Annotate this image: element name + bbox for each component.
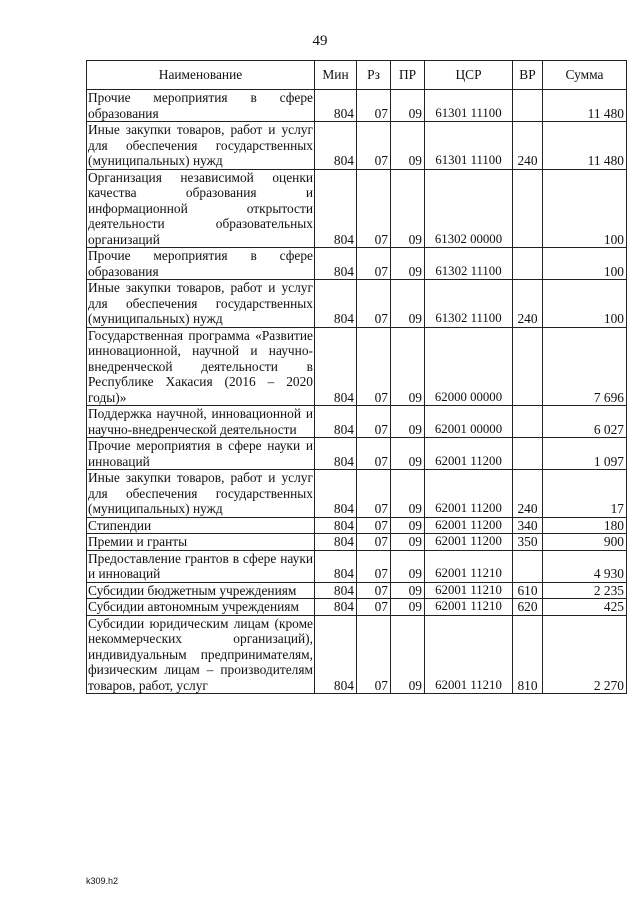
table-row [87,122,627,170]
table-row [87,615,627,694]
cell-sum: 1 097 [543,438,627,470]
cell-rz: 07 [357,582,391,599]
cell-pr: 09 [391,327,425,406]
cell-name: Субсидии автономным учреждениям [87,599,315,616]
cell-min: 804 [315,582,357,599]
cell-sum: 100 [543,280,627,328]
cell-sum: 4 930 [543,550,627,582]
cell-sum: 2 270 [543,615,627,694]
cell-pr: 09 [391,438,425,470]
cell-csr: 61302 11100 [425,280,513,328]
cell-rz: 07 [357,517,391,534]
cell-min: 804 [315,327,357,406]
cell-name: Иные закупки товаров, работ и услуг для обеспечения государственных (муниципальных) нужд [88,122,313,168]
cell-min: 804 [315,280,357,328]
table-header-row [87,61,627,90]
cell-csr: 61301 11100 [425,90,513,122]
cell-csr: 62001 11200 [425,534,513,551]
cell-pr: 09 [391,470,425,518]
table-row [87,169,627,248]
cell-csr: 62001 11210 [425,599,513,616]
cell-sum: 2 235 [543,582,627,599]
table-row [87,550,627,582]
cell-rz: 07 [357,615,391,694]
header-min: Мин [315,61,357,90]
cell-csr: 61302 11100 [425,248,513,280]
cell-min: 804 [315,470,357,518]
cell-pr: 09 [391,90,425,122]
cell-sum: 900 [543,534,627,551]
cell-rz: 07 [357,122,391,170]
cell-pr: 09 [391,550,425,582]
cell-name: Прочие мероприятия в сфере науки и инноваций [88,438,313,469]
cell-min: 804 [315,122,357,170]
cell-min: 804 [315,615,357,694]
cell-name: Поддержка научной, инновационной и научно-внедренческой деятельности [88,406,313,437]
cell-pr: 09 [391,122,425,170]
cell-rz: 07 [357,534,391,551]
cell-vr [513,90,543,122]
cell-rz: 07 [357,438,391,470]
cell-csr: 61302 00000 [425,169,513,248]
cell-min: 804 [315,248,357,280]
table-row [87,438,627,470]
cell-sum: 100 [543,169,627,248]
cell-name: Предоставление грантов в сфере науки и инноваций [88,550,313,581]
table-row [87,90,627,122]
cell-name: Субсидии бюджетным учреждениям [87,582,315,599]
cell-sum: 11 480 [543,90,627,122]
cell-rz: 07 [357,406,391,438]
footer-code: k309.h2 [86,876,119,886]
table-row [87,327,627,406]
cell-vr: 240 [513,122,543,170]
cell-sum: 11 480 [543,122,627,170]
cell-min: 804 [315,438,357,470]
cell-sum: 6 027 [543,406,627,438]
table-body [87,90,627,694]
cell-vr: 350 [513,534,543,551]
cell-min: 804 [315,534,357,551]
cell-csr: 62001 11200 [425,517,513,534]
cell-name: Иные закупки товаров, работ и услуг для обеспечения государственных (муниципальных) нужд [88,470,313,516]
table-row [87,248,627,280]
cell-rz: 07 [357,550,391,582]
cell-csr: 62001 11200 [425,470,513,518]
cell-rz: 07 [357,280,391,328]
cell-pr: 09 [391,534,425,551]
cell-sum: 425 [543,599,627,616]
cell-name: Прочие мероприятия в сфере образования [88,248,313,279]
cell-sum: 180 [543,517,627,534]
cell-name: Государственная программа «Развитие инновационной, научной и научно-внедренческой деятельности в Республике Хакасия (2016 – 2020 годы)» [88,327,313,405]
cell-vr: 810 [513,615,543,694]
cell-vr: 240 [513,470,543,518]
cell-name: Стипендии [87,517,315,534]
header-pr: ПР [391,61,425,90]
cell-rz: 07 [357,599,391,616]
cell-sum: 100 [543,248,627,280]
cell-csr: 62001 11210 [425,615,513,694]
cell-csr: 62001 11200 [425,438,513,470]
cell-min: 804 [315,169,357,248]
table-row [87,280,627,328]
cell-pr: 09 [391,599,425,616]
cell-pr: 09 [391,615,425,694]
cell-vr [513,248,543,280]
cell-vr [513,169,543,248]
cell-sum: 7 696 [543,327,627,406]
table-row [87,470,627,518]
cell-vr [513,438,543,470]
cell-csr: 61301 11100 [425,122,513,170]
cell-rz: 07 [357,248,391,280]
page-number: 49 [312,33,328,49]
cell-rz: 07 [357,169,391,248]
cell-name: Иные закупки товаров, работ и услуг для обеспечения государственных (муниципальных) нужд [88,280,313,326]
cell-csr: 62001 11210 [425,582,513,599]
cell-pr: 09 [391,406,425,438]
cell-min: 804 [315,90,357,122]
cell-pr: 09 [391,517,425,534]
cell-pr: 09 [391,248,425,280]
cell-min: 804 [315,406,357,438]
cell-vr: 620 [513,599,543,616]
cell-min: 804 [315,599,357,616]
cell-min: 804 [315,550,357,582]
table-row [87,406,627,438]
cell-min: 804 [315,517,357,534]
table-row [87,599,627,616]
cell-name: Прочие мероприятия в сфере образования [88,90,313,121]
cell-vr [513,406,543,438]
cell-csr: 62001 11210 [425,550,513,582]
cell-vr: 240 [513,280,543,328]
cell-pr: 09 [391,582,425,599]
header-sum: Сумма [543,61,627,90]
cell-rz: 07 [357,470,391,518]
table-row [87,517,627,534]
table-row [87,582,627,599]
cell-vr: 610 [513,582,543,599]
cell-pr: 09 [391,280,425,328]
header-rz: Рз [357,61,391,90]
cell-vr [513,327,543,406]
cell-vr [513,550,543,582]
cell-vr: 340 [513,517,543,534]
cell-csr: 62001 00000 [425,406,513,438]
table-row [87,534,627,551]
cell-rz: 07 [357,90,391,122]
cell-pr: 09 [391,169,425,248]
header-csr: ЦСР [425,61,513,90]
cell-sum: 17 [543,470,627,518]
header-vr: ВР [513,61,543,90]
budget-table [86,60,627,694]
cell-name: Субсидии юридическим лицам (кроме некоммерческих организаций), индивидуальным предпринимателям, физическим лицам – производителям товаров, работ, услуг [88,615,313,693]
cell-rz: 07 [357,327,391,406]
header-name: Наименование [87,61,315,90]
cell-name: Премии и гранты [87,534,315,551]
cell-name: Организация независимой оценки качества образования и информационной открытости деятельности образовательных организаций [88,169,313,247]
cell-csr: 62000 00000 [425,327,513,406]
